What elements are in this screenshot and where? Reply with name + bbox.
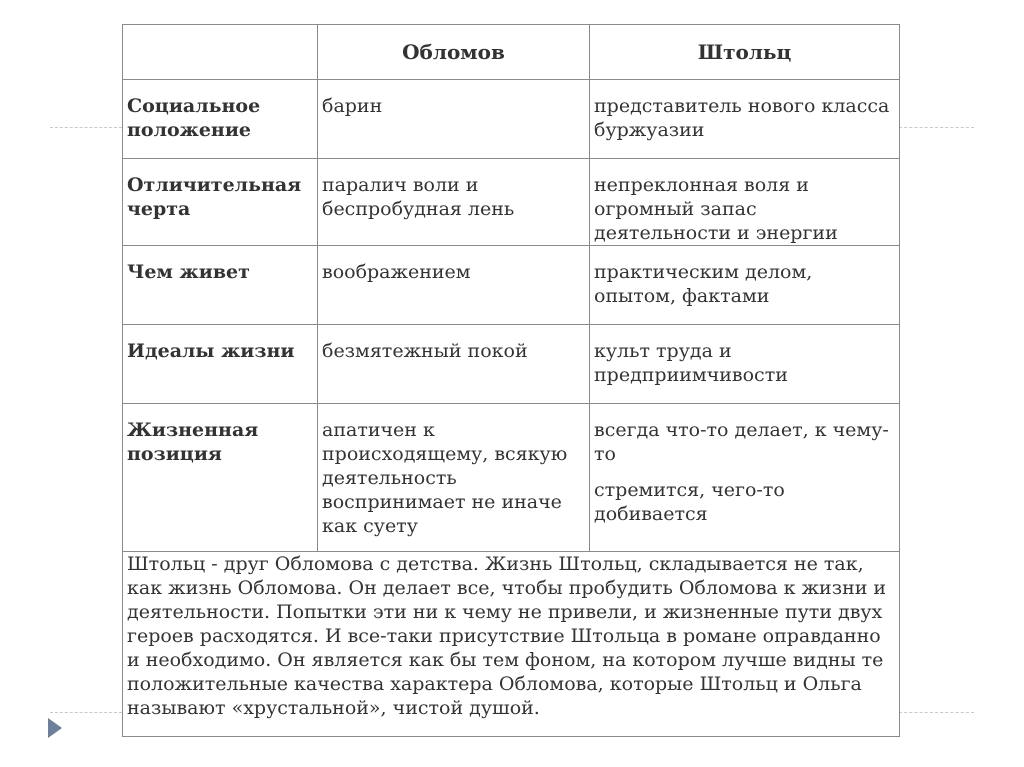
stolz-text: непреклонная воля и огромный запас деятельности и энергии — [594, 174, 838, 244]
row-label: Отличительная черта — [123, 159, 318, 246]
oblomov-cell: воображением — [318, 246, 590, 325]
summary-row — [123, 552, 900, 737]
oblomov-cell: безмятежный покой — [318, 325, 590, 404]
row-label: Жизненная позиция — [123, 404, 318, 552]
row-label: Идеалы жизни — [123, 325, 318, 404]
stolz-cell — [590, 159, 900, 246]
stolz-cell — [590, 404, 900, 552]
stolz-text: практическим делом, опытом, фактами — [594, 261, 813, 307]
table-row — [123, 246, 900, 325]
slide-divider-right-bottom — [899, 712, 974, 713]
summary-text: Штольц - друг Обломова с детства. Жизнь Штольц, складывается не так, как жизнь Обломова. Он делает все, чтобы пробудить Обломова к жизни и деятельности. Попытки эти ни к чему не привели, и жизненные пути двух героев расходятся. И все-таки присутствие Штольца в романе оправданно и необходимо. Он является как бы тем фоном, на котором лучше видны те положительные качества характера Обломова, которые Штольц и Ольга называют «хрустальной», чистой душой. — [123, 552, 900, 737]
header-oblomov: Обломов — [318, 25, 590, 80]
stolz-text: стремится, чего-то добивается — [594, 479, 785, 525]
row-label: Чем живет — [123, 246, 318, 325]
stolz-text: представитель нового класса буржуазии — [594, 95, 890, 141]
oblomov-cell: апатичен к происходящему, всякую деятельность воспринимает не иначе как суету — [318, 404, 590, 552]
table-row — [123, 159, 900, 246]
table-row — [123, 325, 900, 404]
oblomov-cell: барин — [318, 80, 590, 159]
row-label: Социальное положение — [123, 80, 318, 159]
table-row — [123, 80, 900, 159]
oblomov-cell: паралич воли и беспробудная лень — [318, 159, 590, 246]
play-arrow-icon — [48, 718, 62, 738]
stolz-cell — [590, 80, 900, 159]
table-header-row — [123, 25, 900, 80]
stolz-text: культ труда и предприимчивости — [594, 340, 788, 386]
comparison-table — [122, 24, 900, 737]
slide-divider-left-top — [50, 127, 122, 128]
table-row — [123, 404, 900, 552]
stolz-cell — [590, 325, 900, 404]
header-empty — [123, 25, 318, 80]
slide-divider-left-bottom — [50, 712, 122, 713]
slide-divider-right-top — [899, 127, 974, 128]
stolz-text: всегда что-то делает, к чему-то — [594, 419, 889, 465]
stolz-cell — [590, 246, 900, 325]
header-stolz: Штольц — [590, 25, 900, 80]
